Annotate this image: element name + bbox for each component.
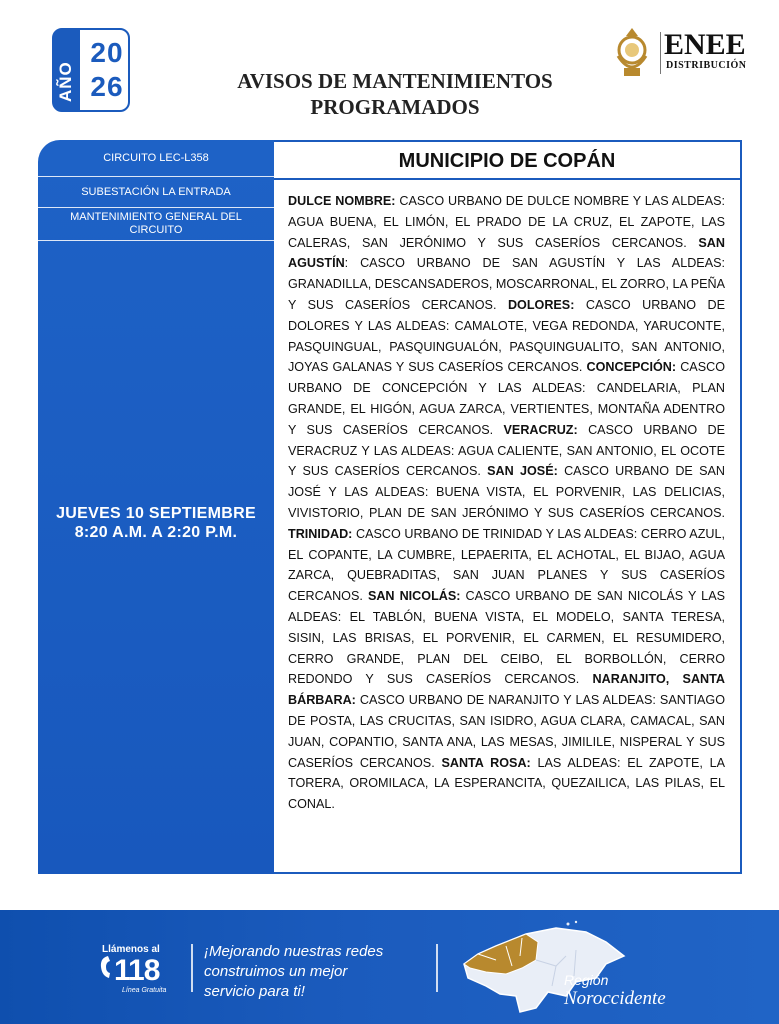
area-place-name: TRINIDAD: [288,526,353,541]
hotline-badge [98,944,182,992]
area-description: CASCO URBANO DE VERACRUZ Y LAS ALDEAS: AGUA CALIENTE, SAN ANTONIO, EL OCOTE Y SUS CASERÍOS CERCANOS. [288,422,725,479]
maintenance-label: MANTENIMIENTO GENERAL DEL CIRCUITO [38,208,274,241]
phone-icon [98,954,114,988]
logo-brand: ENEE [664,28,746,61]
year-digits [84,36,130,104]
logo-divider [660,32,661,74]
footer-banner [0,910,779,1024]
region-name: Noroccidente [564,988,666,1009]
municipality-title: MUNICIPIO DE COPÁN [274,142,740,180]
slogan-line2: construimos un mejor [204,963,348,980]
area-place-name: VERACRUZ: [503,422,578,437]
year-bottom: 26 [90,71,124,102]
footer-divider-1 [191,944,193,992]
area-place-name: SANTA ROSA: [441,755,531,770]
year-badge [52,28,130,112]
year-top: 20 [90,37,124,68]
year-label: AÑO [56,61,75,102]
logo-subtitle: DISTRIBUCIÓN [666,60,747,71]
coat-of-arms-icon [612,26,652,80]
circuit-label: CIRCUITO LEC-L358 [38,140,274,177]
area-place-name: NARANJITO, SANTA BÁRBARA: [288,672,725,708]
area-place-name: DOLORES: [507,297,575,312]
slogan-line3: servicio para ti! [204,983,305,1000]
hotline-digits: 118 [114,954,160,987]
area-description: CASCO URBANO DE DOLORES Y LAS ALDEAS: CAMALOTE, VEGA REDONDA, YARUCONTE, PASQUINGUAL, PASQUINGUALÓN, PASQUINGUALITO, SAN ANTONIO, JOYAS GALANAS Y SUS CASERÍOS CERCANOS. [288,297,725,375]
footer-slogan [204,942,434,1002]
area-description: CASCO URBANO DE SAN JOSÉ Y LAS ALDEAS: BUENA VISTA, EL PORVENIR, LAS DELICIAS, VIVISTORIO, PLAN DE SAN JERÓNIMO Y SUS CASERÍOS CERCANOS. [288,464,725,520]
affected-areas-column [274,140,742,874]
footer-divider-2 [436,944,438,992]
substation-label: SUBESTACIÓN LA ENTRADA [38,177,274,208]
area-description: : CASCO URBANO DE SAN AGUSTÍN Y LAS ALDEAS: GRANADILLA, DESCANSADEROS, MOSCARRONAL, EL ZORRO, LA PEÑA Y SUS CASERÍOS CERCANOS. [288,256,725,312]
hotline-call-label: Llámenos al [102,944,160,955]
area-description: CASCO URBANO DE NARANJITO Y LAS ALDEAS: SANTIAGO DE POSTA, LAS CRUCITAS, SAN ISIDRO, AGUA CLARA, CAMACAL, SAN JUAN, COPANTIO, SANTA ANA, LAS MESAS, JIMILILE, NISPERAL Y SUS CASERÍOS CERCANOS. [288,693,725,770]
area-description: CASCO URBANO DE SAN NICOLÁS Y LAS ALDEAS: EL TABLÓN, BUENA VISTA, EL MODELO, SANTA TERESA, SISIN, LAS BRISAS, EL PORVENIR, EL CARMEN, EL RESUMIDERO, CERRO GRANDE, PLAN DEL CEIBO, EL BORBOLLÓN, CERRO REDONDO Y SUS CASERÍOS CERCANOS. [288,589,725,687]
area-description: CASCO URBANO DE TRINIDAD Y LAS ALDEAS: CERRO AZUL, EL COPANTE, LA CUMBRE, LEPAERITA, EL ACHOTAL, EL BIJAO, AGUA ZARCA, QUEBRADITAS, SAN JUAN PLANES Y SUS CASERÍOS CERCANOS. [288,526,725,604]
page-title [180,68,610,120]
area-place-name: DULCE NOMBRE: [288,194,396,208]
schedule-time: 8:20 A.M. A 2:20 P.M. [74,524,238,541]
area-place-name: SAN JOSÉ: [487,464,558,479]
area-description: LAS ALDEAS: EL ZAPOTE, LA TORERA, OROMILACA, LA ESPERANCITA, QUEZAILICA, LAS PILAS, EL CONAL. [288,755,725,812]
area-description: CASCO URBANO DE DULCE NOMBRE Y LAS ALDEAS: AGUA BUENA, EL LIMÓN, EL PRADO DE LA CRUZ, EL ZAPOTE, LAS CALERAS, SAN JERÓNIMO Y SUS CASERÍOS CERCANOS. [288,194,726,250]
area-place-name: SAN AGUSTÍN [288,235,725,271]
hotline-free-label: Línea Gratuita [122,987,167,994]
region-label [564,972,666,1010]
area-place-name: SAN NICOLÁS: [367,589,461,604]
notice-panel [38,140,742,874]
page-title-line1: AVISOS DE MANTENIMIENTOS [237,69,553,93]
enee-logo [612,26,762,82]
area-description: CASCO URBANO DE CONCEPCIÓN Y LAS ALDEAS: CANDELARIA, PLAN GRANDE, EL HIGÓN, AGUA ZARCA, VERTIENTES, MONTAÑA ADENTRO Y SUS CASERÍOS CERCANOS. [288,360,725,437]
schedule [38,504,274,542]
area-place-name: CONCEPCIÓN: [586,360,677,375]
hotline-number [98,954,159,988]
affected-areas-text [288,191,725,815]
slogan-line1: ¡Mejorando nuestras redes [204,943,384,960]
circuit-info-column [38,140,274,874]
page-title-line2: PROGRAMADOS [310,95,480,119]
region-prefix: Región [564,972,609,988]
schedule-day: JUEVES 10 SEPTIEMBRE [56,505,256,522]
